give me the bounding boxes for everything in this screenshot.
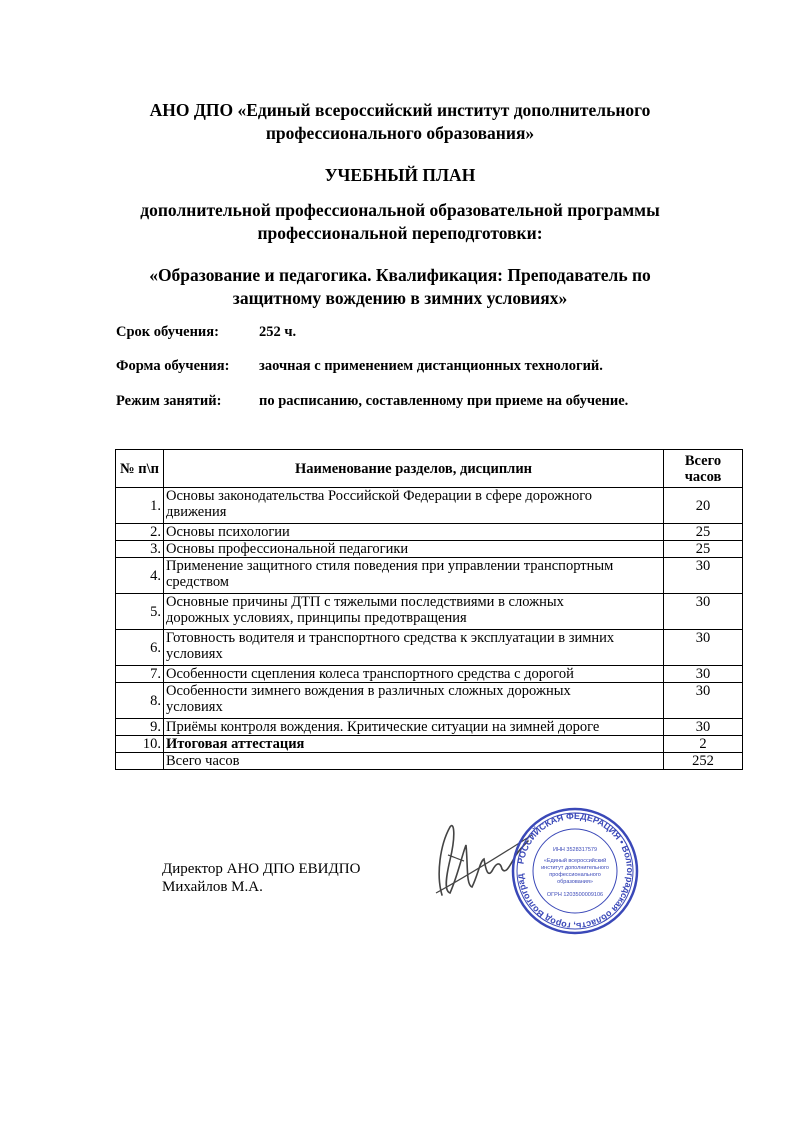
row-hours: 30 <box>664 666 743 683</box>
table-header-row <box>116 450 743 488</box>
program-desc-line-2: профессиональной переподготовки: <box>257 223 543 243</box>
org-line-1: АНО ДПО «Единый всероссийский институт дополнительного <box>149 100 651 120</box>
row-hours: 30 <box>664 683 743 719</box>
plan-title: УЧЕБНЫЙ ПЛАН <box>324 165 476 185</box>
program-name-line-1: «Образование и педагогика. Квалификация: Преподаватель по <box>149 265 651 285</box>
row-num: 10. <box>116 736 164 753</box>
row-num: 3. <box>116 541 164 558</box>
row-name: Применение защитного стиля поведения при управлении транспортным средством <box>164 558 664 594</box>
svg-text:«Единый всероссийский: «Единый всероссийский <box>543 858 607 864</box>
row-hours: 2 <box>664 736 743 753</box>
official-seal <box>510 806 640 936</box>
table-row <box>116 488 743 524</box>
row-name: Особенности сцепления колеса транспортного средства с дорогой <box>164 666 664 683</box>
row-name: Особенности зимнего вождения в различных сложных дорожных условиях <box>164 683 664 719</box>
table-row <box>116 736 743 753</box>
svg-text:образования»: образования» <box>557 879 593 885</box>
row-num: 9. <box>116 719 164 736</box>
table-row <box>116 683 743 719</box>
program-name-line-2: защитному вождению в зимних условиях» <box>232 288 568 308</box>
total-label: Всего часов <box>164 753 664 770</box>
svg-text:институт дополнительного: институт дополнительного <box>541 865 609 871</box>
svg-text:профессионального: профессионального <box>549 872 601 878</box>
row-num: 5. <box>116 594 164 630</box>
table-row <box>116 541 743 558</box>
organization-title <box>0 99 800 145</box>
program-name <box>0 264 800 310</box>
director-position: Директор АНО ДПО ЕВИДПО <box>162 861 361 877</box>
row-num: 4. <box>116 558 164 594</box>
row-num: 2. <box>116 524 164 541</box>
row-hours: 20 <box>664 488 743 524</box>
svg-text:РОССИЙСКАЯ ФЕДЕРАЦИЯ • Волгогр: РОССИЙСКАЯ ФЕДЕРАЦИЯ • Волгоградская область, город Волгоград <box>515 810 636 932</box>
org-line-2: профессионального образования» <box>265 123 535 143</box>
col-hours-header-line-1: Всего <box>684 452 722 469</box>
svg-text:ИНН 3528317579: ИНН 3528317579 <box>552 847 598 853</box>
row-name: Основные причины ДТП с тяжелыми последствиями в сложных дорожных условиях, принципы предотвращения <box>164 594 664 630</box>
row-num: 1. <box>116 488 164 524</box>
row-name: Приёмы контроля вождения. Критические ситуации на зимней дороге <box>164 719 664 736</box>
study-schedule-label: Режим занятий: <box>116 393 222 409</box>
total-hours: 252 <box>664 753 743 770</box>
svg-text:ОГРН 1203500009106: ОГРН 1203500009106 <box>546 892 604 898</box>
row-hours: 25 <box>664 524 743 541</box>
director-name: Михайлов М.А. <box>162 879 263 895</box>
row-name: Готовность водителя и транспортного средства к эксплуатации в зимних условиях <box>164 630 664 666</box>
row-name: Итоговая аттестация <box>164 736 664 753</box>
study-term-label: Срок обучения: <box>116 324 219 340</box>
col-name-header: Наименование разделов, дисциплин <box>164 450 664 488</box>
study-form-value: заочная с применением дистанционных технологий. <box>259 358 603 374</box>
table-row <box>116 594 743 630</box>
table-row <box>116 524 743 541</box>
table-row <box>116 558 743 594</box>
signature-block <box>162 860 360 896</box>
program-desc-line-1: дополнительной профессиональной образовательной программы <box>140 200 660 220</box>
program-description <box>0 199 800 245</box>
row-hours: 30 <box>664 594 743 630</box>
row-hours: 30 <box>664 719 743 736</box>
table-row <box>116 666 743 683</box>
table-total-row <box>116 753 743 770</box>
row-num: 6. <box>116 630 164 666</box>
study-schedule-value: по расписанию, составленному при приеме на обучение. <box>259 393 629 409</box>
col-hours-header-line-2: часов <box>684 468 722 485</box>
study-term-value: 252 ч. <box>259 324 297 340</box>
row-name: Основы профессиональной педагогики <box>164 541 664 558</box>
row-hours: 30 <box>664 630 743 666</box>
row-num: 8. <box>116 683 164 719</box>
curriculum-table <box>115 449 743 770</box>
study-form-label: Форма обучения: <box>116 358 230 374</box>
table-row <box>116 719 743 736</box>
table-row <box>116 630 743 666</box>
row-num: 7. <box>116 666 164 683</box>
col-hours-header <box>664 450 743 488</box>
row-name: Основы законодательства Российской Федерации в сфере дорожного движения <box>164 488 664 524</box>
row-hours: 25 <box>664 541 743 558</box>
total-num-empty <box>116 753 164 770</box>
col-num-header: № п\п <box>116 450 164 488</box>
row-hours: 30 <box>664 558 743 594</box>
row-name: Основы психологии <box>164 524 664 541</box>
